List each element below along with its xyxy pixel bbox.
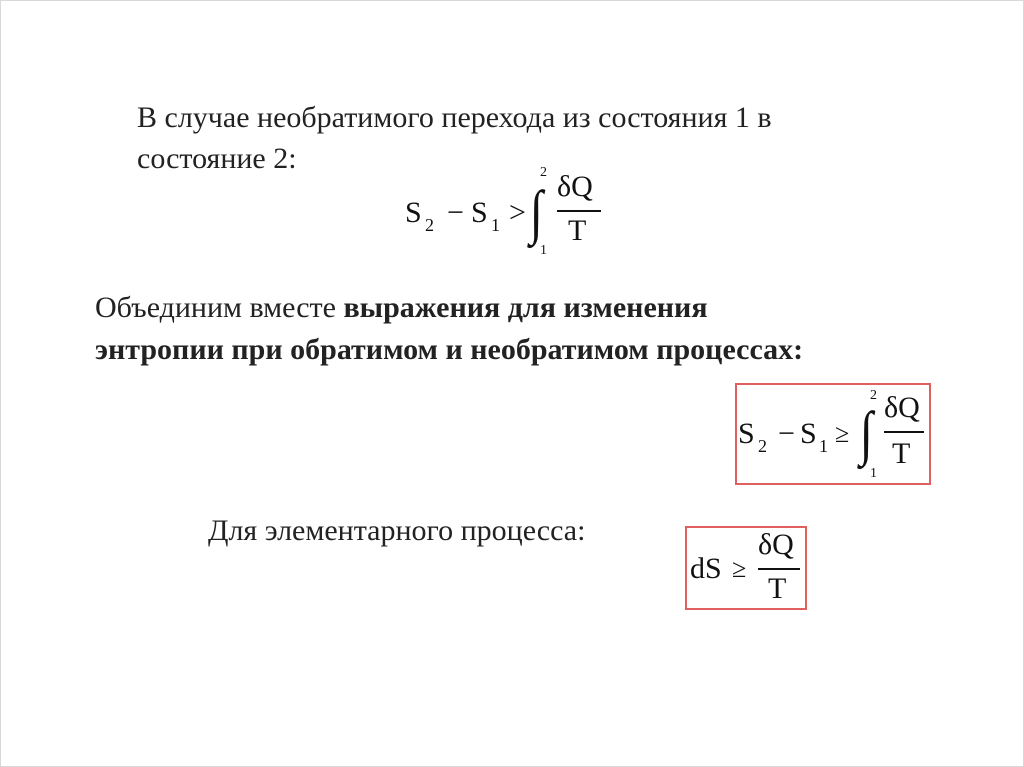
integral-upper-limit: 2 (870, 388, 877, 403)
fraction-bar (758, 568, 800, 570)
integral-sign: ∫ (859, 400, 873, 466)
formula-minus: − (778, 417, 795, 450)
integral-lower-limit: 1 (540, 243, 547, 258)
formula-s: S (405, 196, 422, 229)
formula-irreversible (405, 160, 615, 260)
fraction-denominator: T (768, 572, 787, 605)
formula-s: S (471, 196, 488, 229)
formula-elementary (690, 528, 805, 608)
formula-sub-1: 1 (819, 436, 828, 456)
fraction-bar (557, 210, 601, 212)
formula-relation: ≥ (835, 419, 850, 448)
formula-relation: ≥ (732, 554, 747, 583)
formula-minus: − (447, 196, 464, 229)
combine-line-2: энтропии при обратимом и необратимом процессах: (95, 333, 804, 366)
fraction-bar (884, 431, 924, 433)
elementary-label: Для элементарного процесса: (208, 514, 586, 547)
integral-upper-limit: 2 (540, 165, 547, 180)
fraction-denominator: T (568, 214, 587, 247)
formula-sub-1: 1 (491, 215, 500, 235)
formula-s: S (800, 417, 817, 450)
integral-sign: ∫ (529, 179, 543, 245)
combine-line-1 (95, 290, 708, 326)
formula-s: S (738, 417, 755, 450)
formula-sub-2: 2 (758, 436, 767, 456)
formula-ds: dS (690, 552, 722, 585)
formula-sub-2: 2 (425, 215, 434, 235)
combine-line-1-regular: Объединим вместе (95, 291, 344, 324)
fraction-numerator: δQ (557, 170, 593, 203)
intro-line-1: В случае необратимого перехода из состояния 1 в (137, 101, 772, 134)
fraction-numerator: δQ (758, 528, 794, 561)
formula-relation: > (509, 196, 526, 229)
formula-combined (738, 385, 928, 485)
intro-line-2: состояние 2: (137, 142, 297, 175)
integral-lower-limit: 1 (870, 466, 877, 481)
fraction-denominator: T (892, 437, 911, 470)
combine-line-1-bold: выражения для изменения (343, 291, 708, 324)
fraction-numerator: δQ (884, 391, 920, 424)
